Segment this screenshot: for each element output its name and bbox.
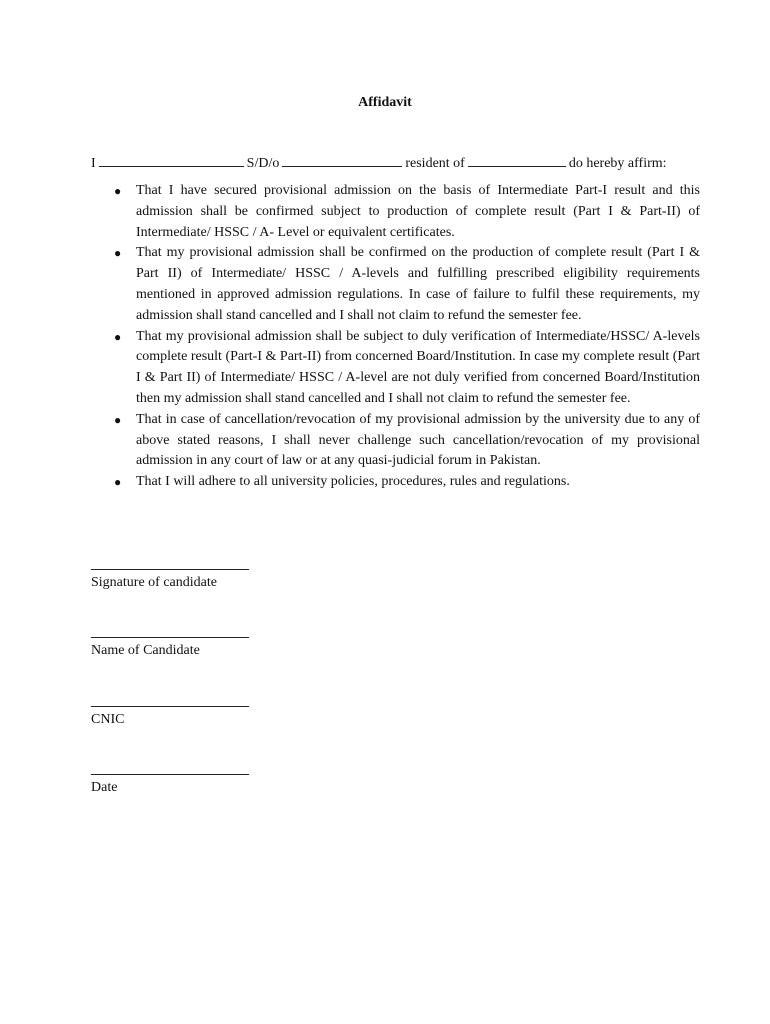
statement-text: That my provisional admission shall be confirmed on the production of complete result (Part I & Part II) of Intermediate/ HSSC / A-levels and fulfilling prescribed eligibility requirements mentioned in approved admission regulations. In case of failure to fulfil these requirements, my admission shall stand cancelled and I shall not claim to refund the semester fee. <box>136 245 700 323</box>
intro-line <box>91 153 701 173</box>
statement-text: That in case of cancellation/revocation of my provisional admission by the university due to any of above stated reasons, I shall never challenge such cancellation/revocation of my provisional admission in any court of law or at any quasi-judicial forum in Pakistan. <box>136 411 700 469</box>
candidate-name-line[interactable] <box>91 637 249 638</box>
bullet-icon: ● <box>114 412 122 427</box>
date-label: Date <box>91 780 118 795</box>
cnic-block <box>91 706 251 729</box>
intro-sdo: S/D/o <box>246 156 280 171</box>
cnic-line[interactable] <box>91 706 249 707</box>
intro-resident: resident of <box>405 156 465 171</box>
statement-text: That I have secured provisional admission on the basis of Intermediate Part-I result and this admission shall be confirmed subject to production of complete result (Part I & Part-II) of Intermediate/ HSSC / A- Level or equivalent certificates. <box>136 183 700 240</box>
document-title: Affidavit <box>358 95 412 110</box>
list-item <box>91 472 700 493</box>
residence-blank[interactable] <box>468 153 566 167</box>
list-item <box>91 181 700 243</box>
bullet-icon: ● <box>114 475 122 490</box>
list-item <box>91 327 700 410</box>
cnic-label: CNIC <box>91 712 125 727</box>
signature-label: Signature of candidate <box>91 575 217 590</box>
list-item <box>91 410 700 472</box>
bullet-icon: ● <box>114 184 122 198</box>
statement-text: That my provisional admission shall be subject to duly verification of Intermediate/HSSC/ A-levels complete result (Part-I & Part-II) from concerned Board/Institution. In case my complete result (Part I & Part II) of Intermediate/ HSSC / A-level are not duly verified from concerned Board/Institution then my admission shall stand cancelled and I shall not claim to refund the semester fee. <box>136 328 700 406</box>
list-item <box>91 243 700 326</box>
name-blank[interactable] <box>99 153 244 167</box>
bullet-icon: ● <box>114 246 122 261</box>
candidate-name-label: Name of Candidate <box>91 643 200 658</box>
date-line[interactable] <box>91 774 249 775</box>
intro-affirm: do hereby affirm: <box>568 156 667 171</box>
parent-name-blank[interactable] <box>282 153 402 167</box>
intro-prefix: I <box>91 156 96 171</box>
bullet-icon: ● <box>114 329 122 344</box>
signature-block <box>91 569 251 592</box>
candidate-name-block <box>91 637 251 660</box>
signature-line[interactable] <box>91 569 249 570</box>
statement-list <box>91 181 700 493</box>
date-block <box>91 774 251 797</box>
statement-text: That I will adhere to all university policies, procedures, rules and regulations. <box>136 474 570 490</box>
